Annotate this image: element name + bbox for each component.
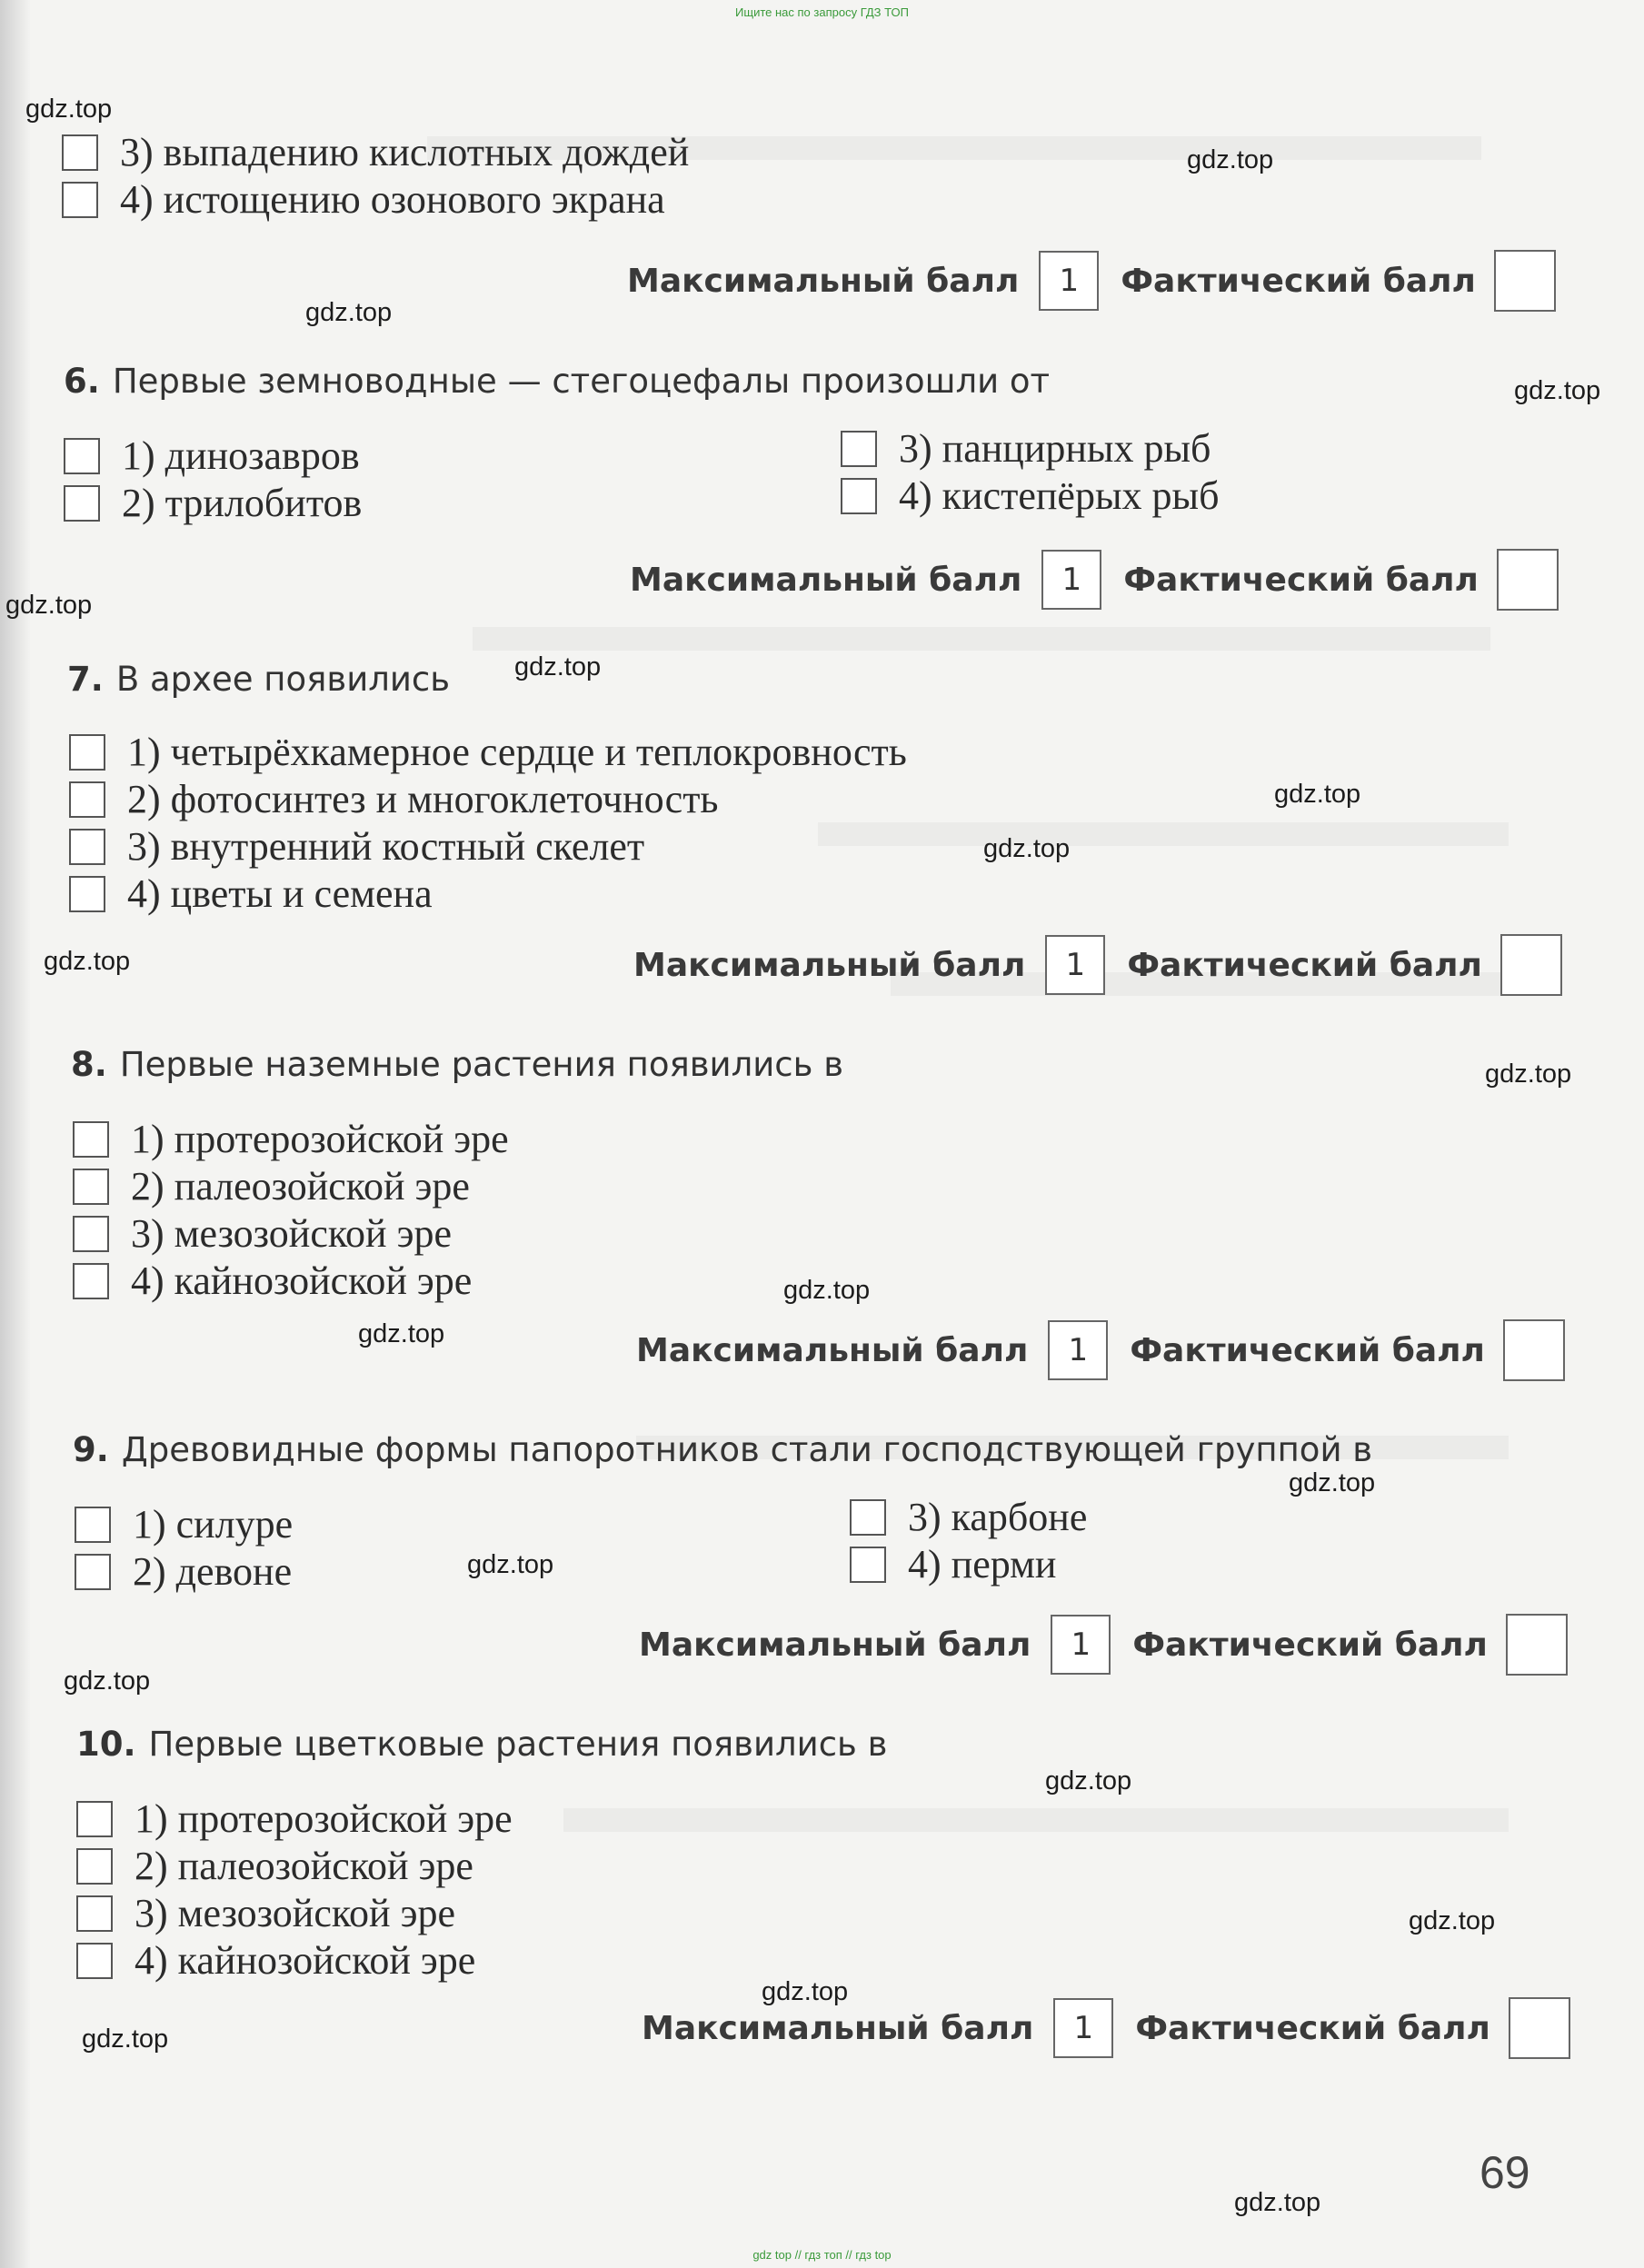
q8-option-1-label: 1) протерозойской эре	[131, 1117, 509, 1161]
q9-score-row	[639, 1614, 1568, 1676]
bottom-banner: gdz top // гдз топ // гдз top	[752, 2248, 892, 2262]
actual-score-box[interactable]	[1509, 1997, 1570, 2059]
page-edge-shadow	[0, 0, 31, 2268]
q10-number: 10.	[76, 1725, 136, 1764]
q5-option-4-checkbox[interactable]	[62, 182, 98, 218]
q6-option-1-checkbox[interactable]	[64, 438, 100, 474]
watermark: gdz.top	[358, 1319, 445, 1348]
q10-title	[76, 1725, 887, 1764]
q10-option-2-checkbox[interactable]	[76, 1848, 113, 1885]
q7-title	[67, 660, 450, 699]
max-score-label: Максимальный балл	[630, 561, 1022, 599]
q6-score-row	[630, 549, 1559, 611]
q8-option-2-label: 2) палеозойской эре	[131, 1164, 470, 1209]
watermark: gdz.top	[1289, 1468, 1376, 1497]
q5-score-row	[627, 250, 1556, 312]
q10-option-1[interactable]	[76, 1796, 513, 1842]
q9-text: Древовидные формы папоротников стали господствующей группой в	[121, 1430, 1373, 1469]
max-score-value: 1	[1051, 1615, 1111, 1675]
q7-option-3[interactable]	[69, 823, 644, 870]
max-score-label: Максимальный балл	[642, 2009, 1034, 2047]
watermark: gdz.top	[25, 94, 113, 124]
q8-title	[71, 1045, 843, 1084]
q5-option-3-checkbox[interactable]	[62, 134, 98, 171]
q7-score-row	[633, 934, 1562, 996]
max-score-value: 1	[1048, 1320, 1108, 1380]
q9-option-1[interactable]	[75, 1501, 293, 1547]
q5-option-4[interactable]	[62, 176, 665, 223]
watermark: gdz.top	[1485, 1059, 1572, 1089]
q6-option-2[interactable]	[64, 480, 362, 526]
q6-option-4-label: 4) кистепёрых рыб	[899, 473, 1220, 518]
q7-option-1-checkbox[interactable]	[69, 734, 105, 771]
q5-option-3[interactable]	[62, 129, 689, 175]
q8-number: 8.	[71, 1045, 107, 1084]
q9-option-4[interactable]	[850, 1541, 1056, 1587]
bleed-through-text	[473, 627, 1490, 651]
q7-number: 7.	[67, 660, 104, 699]
q9-option-2-checkbox[interactable]	[75, 1554, 111, 1590]
actual-score-label: Фактический балл	[1135, 2009, 1490, 2047]
q6-option-3-checkbox[interactable]	[841, 431, 877, 467]
q9-title	[73, 1430, 1372, 1469]
watermark: gdz.top	[82, 2024, 169, 2054]
q5-option-4-label: 4) истощению озонового экрана	[120, 177, 665, 222]
q8-option-3-label: 3) мезозойской эре	[131, 1211, 452, 1256]
q10-option-2-label: 2) палеозойской эре	[135, 1844, 473, 1888]
q6-option-1[interactable]	[64, 433, 360, 479]
max-score-label: Максимальный балл	[633, 946, 1026, 984]
actual-score-box[interactable]	[1503, 1319, 1565, 1381]
actual-score-box[interactable]	[1506, 1614, 1568, 1676]
watermark: gdz.top	[44, 947, 131, 976]
max-score-label: Максимальный балл	[639, 1626, 1031, 1664]
watermark: gdz.top	[983, 834, 1071, 863]
q8-option-3[interactable]	[73, 1210, 452, 1257]
q7-option-2[interactable]	[69, 776, 718, 822]
q10-option-3-label: 3) мезозойской эре	[135, 1891, 455, 1935]
q10-text: Первые цветковые растения появились в	[148, 1725, 888, 1764]
actual-score-label: Фактический балл	[1130, 1331, 1485, 1369]
q8-option-1[interactable]	[73, 1116, 509, 1162]
q7-option-1[interactable]	[69, 729, 907, 775]
q5-option-3-label: 3) выпадению кислотных дождей	[120, 130, 690, 174]
q7-option-4-label: 4) цветы и семена	[127, 871, 433, 916]
q10-option-3-checkbox[interactable]	[76, 1895, 113, 1932]
q6-number: 6.	[64, 362, 100, 401]
q9-option-3-label: 3) карбоне	[908, 1495, 1088, 1539]
q10-option-2[interactable]	[76, 1843, 473, 1889]
q8-option-4-checkbox[interactable]	[73, 1263, 109, 1299]
watermark: gdz.top	[467, 1550, 554, 1579]
q6-option-1-label: 1) динозавров	[122, 433, 360, 478]
watermark: gdz.top	[1274, 780, 1361, 809]
max-score-value: 1	[1053, 1998, 1113, 2058]
watermark: gdz.top	[1514, 376, 1601, 405]
q10-option-4-label: 4) кайнозойской эре	[135, 1938, 476, 1983]
actual-score-label: Фактический балл	[1123, 561, 1479, 599]
actual-score-label: Фактический балл	[1121, 262, 1476, 300]
q9-option-2-label: 2) девоне	[133, 1549, 293, 1594]
watermark: gdz.top	[5, 591, 93, 620]
watermark: gdz.top	[762, 1977, 849, 2006]
watermark: gdz.top	[783, 1276, 871, 1305]
q9-option-1-checkbox[interactable]	[75, 1507, 111, 1543]
bleed-through-text	[563, 1808, 1509, 1832]
watermark: gdz.top	[514, 652, 602, 681]
actual-score-box[interactable]	[1500, 934, 1562, 996]
watermark: gdz.top	[1187, 145, 1274, 174]
watermark: gdz.top	[1409, 1906, 1496, 1935]
actual-score-label: Фактический балл	[1132, 1626, 1488, 1664]
q8-score-row	[636, 1319, 1565, 1381]
q7-option-4-checkbox[interactable]	[69, 876, 105, 912]
bleed-through-text	[818, 822, 1509, 846]
q9-option-3[interactable]	[850, 1494, 1087, 1540]
q7-option-2-checkbox[interactable]	[69, 781, 105, 818]
q8-option-2[interactable]	[73, 1163, 470, 1209]
q8-option-4-label: 4) кайнозойской эре	[131, 1258, 473, 1303]
q8-option-1-checkbox[interactable]	[73, 1121, 109, 1158]
q6-option-2-label: 2) трилобитов	[122, 481, 363, 525]
q7-text: В архее появились	[115, 660, 451, 699]
max-score-value: 1	[1039, 251, 1099, 311]
q9-option-1-label: 1) силуре	[133, 1502, 294, 1547]
q6-option-4[interactable]	[841, 472, 1219, 519]
watermark: gdz.top	[1234, 2188, 1321, 2217]
actual-score-box[interactable]	[1494, 250, 1556, 312]
q10-option-1-label: 1) протерозойской эре	[135, 1796, 513, 1841]
q6-option-3-label: 3) панцирных рыб	[899, 426, 1211, 471]
page-number: 69	[1480, 2147, 1530, 2198]
q8-option-3-checkbox[interactable]	[73, 1216, 109, 1252]
q10-option-3[interactable]	[76, 1890, 455, 1936]
q7-option-1-label: 1) четырёхкамерное сердце и теплокровность	[127, 730, 907, 774]
max-score-value: 1	[1045, 935, 1105, 995]
actual-score-label: Фактический балл	[1127, 946, 1482, 984]
q10-option-4[interactable]	[76, 1937, 475, 1984]
q9-option-2[interactable]	[75, 1548, 292, 1595]
q6-option-3[interactable]	[841, 425, 1211, 472]
q6-option-4-checkbox[interactable]	[841, 478, 877, 514]
q10-option-1-checkbox[interactable]	[76, 1801, 113, 1837]
q7-option-2-label: 2) фотосинтез и многоклеточность	[127, 777, 719, 821]
q6-text: Первые земноводные — стегоцефалы произошли от	[112, 362, 1051, 401]
max-score-label: Максимальный балл	[627, 262, 1020, 300]
q6-option-2-checkbox[interactable]	[64, 485, 100, 522]
q9-option-4-label: 4) перми	[908, 1542, 1057, 1587]
q9-option-4-checkbox[interactable]	[850, 1547, 886, 1583]
max-score-label: Максимальный балл	[636, 1331, 1029, 1369]
watermark: gdz.top	[64, 1666, 151, 1696]
q9-number: 9.	[73, 1430, 109, 1469]
q9-option-3-checkbox[interactable]	[850, 1499, 886, 1536]
q10-option-4-checkbox[interactable]	[76, 1943, 113, 1979]
q8-text: Первые наземные растения появились в	[119, 1045, 843, 1084]
q7-option-3-label: 3) внутренний костный скелет	[127, 824, 645, 869]
q8-option-4[interactable]	[73, 1258, 472, 1304]
max-score-value: 1	[1041, 550, 1101, 610]
q8-option-2-checkbox[interactable]	[73, 1169, 109, 1205]
q7-option-3-checkbox[interactable]	[69, 829, 105, 865]
watermark: gdz.top	[305, 298, 393, 327]
top-banner: Ищите нас по запросу ГДЗ ТОП	[735, 5, 909, 19]
actual-score-box[interactable]	[1497, 549, 1559, 611]
q6-title	[64, 362, 1050, 401]
q7-option-4[interactable]	[69, 870, 433, 917]
watermark: gdz.top	[1045, 1766, 1132, 1796]
